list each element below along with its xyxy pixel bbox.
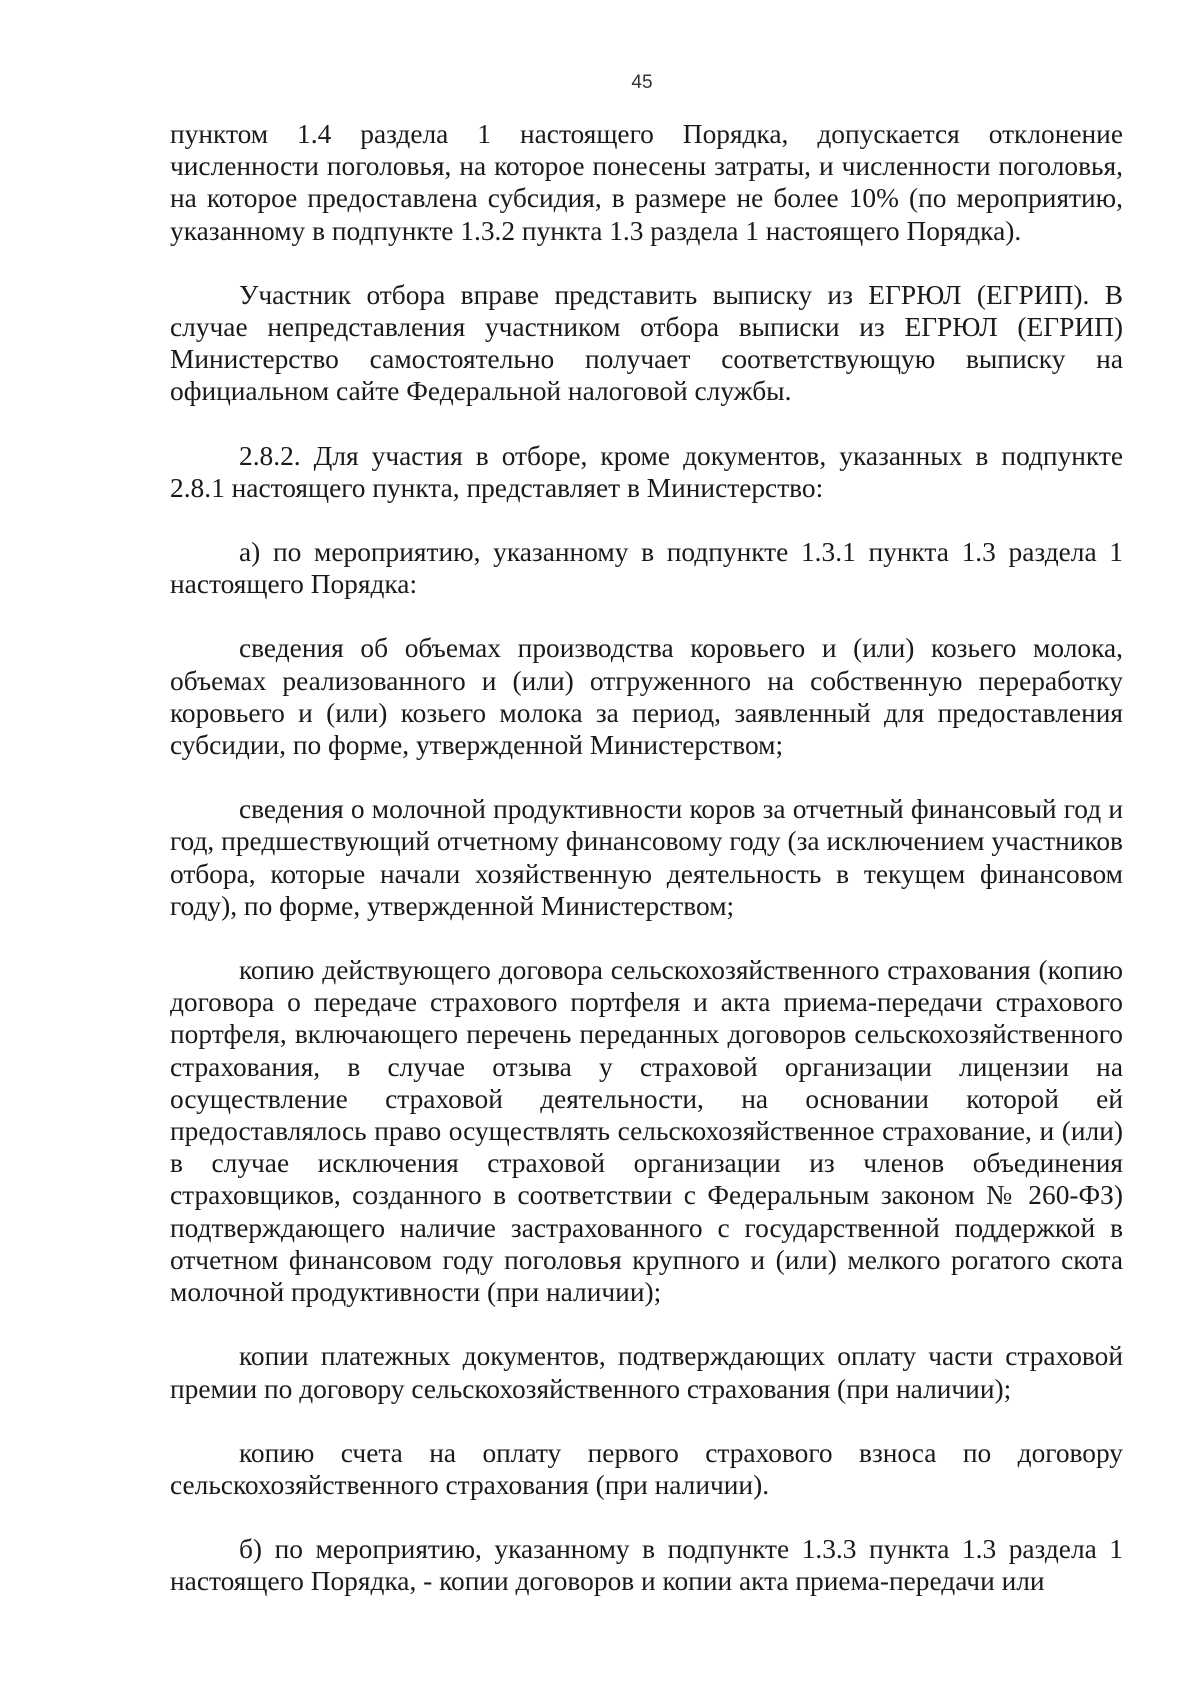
paragraph-insurance-contract-copy: копию действующего договора сельскохозяйственного страхования (копию договора о передаче страхового портфеля и акта приема-передачи страхового портфеля, включающего перечень переданных договоров сельскохозяйственного страхования, в случае отзыва у страховой организации лицензии на осуществление страховой деятельности, на основании которой ей предоставлялось право осуществлять сельскохозяйственное страхование, и (или) в случае исключения страховой организации из членов объединения страховщиков, созданного в соответствии с Федеральным законом № 260-ФЗ) подтверждающего наличие застрахованного с государственной поддержкой в отчетном финансовом году поголовья крупного и (или) мелкого рогатого скота молочной продуктивности (при наличии); [170, 955, 1123, 1308]
page-number: 45 [631, 72, 653, 93]
paragraph-item-a: а) по мероприятию, указанному в подпункте 1.3.1 пункта 1.3 раздела 1 настоящего Порядка: [170, 537, 1123, 600]
paragraph-invoice-copy: копию счета на оплату первого страхового взноса по договору сельскохозяйственного страхования (при наличии). [170, 1437, 1123, 1500]
paragraph-item-b: б) по мероприятию, указанному в подпункте 1.3.3 пункта 1.3 раздела 1 настоящего Порядка, - копии договоров и копии акта приема-передачи или [170, 1534, 1123, 1597]
paragraph-continuation: пунктом 1.4 раздела 1 настоящего Порядка, допускается отклонение численности поголовья, на которое понесены затраты, и численности поголовья, на которое предоставлена субсидия, в размере не более 10% (по мероприятию, указанному в подпункте 1.3.2 пункта 1.3 раздела 1 настоящего Порядка). [170, 119, 1123, 246]
paragraph-milk-productivity-info: сведения о молочной продуктивности коров за отчетный финансовый год и год, предшествующий отчетному финансовому году (за исключением участников отбора, которые начали хозяйственную деятельность в текущем финансовом году), по форме, утвержденной Министерством; [170, 794, 1123, 921]
document-body [170, 118, 1123, 1598]
paragraph-milk-volume-info: сведения об объемах производства коровьего и (или) козьего молока, объемах реализованного и (или) отгруженного на собственную переработку коровьего и (или) козьего молока за период, заявленный для предоставления субсидии, по форме, утвержденной Министерством; [170, 633, 1123, 761]
paragraph-2-8-2: 2.8.2. Для участия в отборе, кроме документов, указанных в подпункте 2.8.1 настоящего пункта, представляет в Министерство: [170, 440, 1123, 503]
paragraph-egrul-extract: Участник отбора вправе представить выписку из ЕГРЮЛ (ЕГРИП). В случае непредставления участником отбора выписки из ЕГРЮЛ (ЕГРИП) Министерство самостоятельно получает соответствующую выписку на официальном сайте Федеральной налоговой службы. [170, 279, 1123, 407]
paragraph-payment-documents: копии платежных документов, подтверждающих оплату части страховой премии по договору сельскохозяйственного страхования (при наличии); [170, 1341, 1123, 1404]
